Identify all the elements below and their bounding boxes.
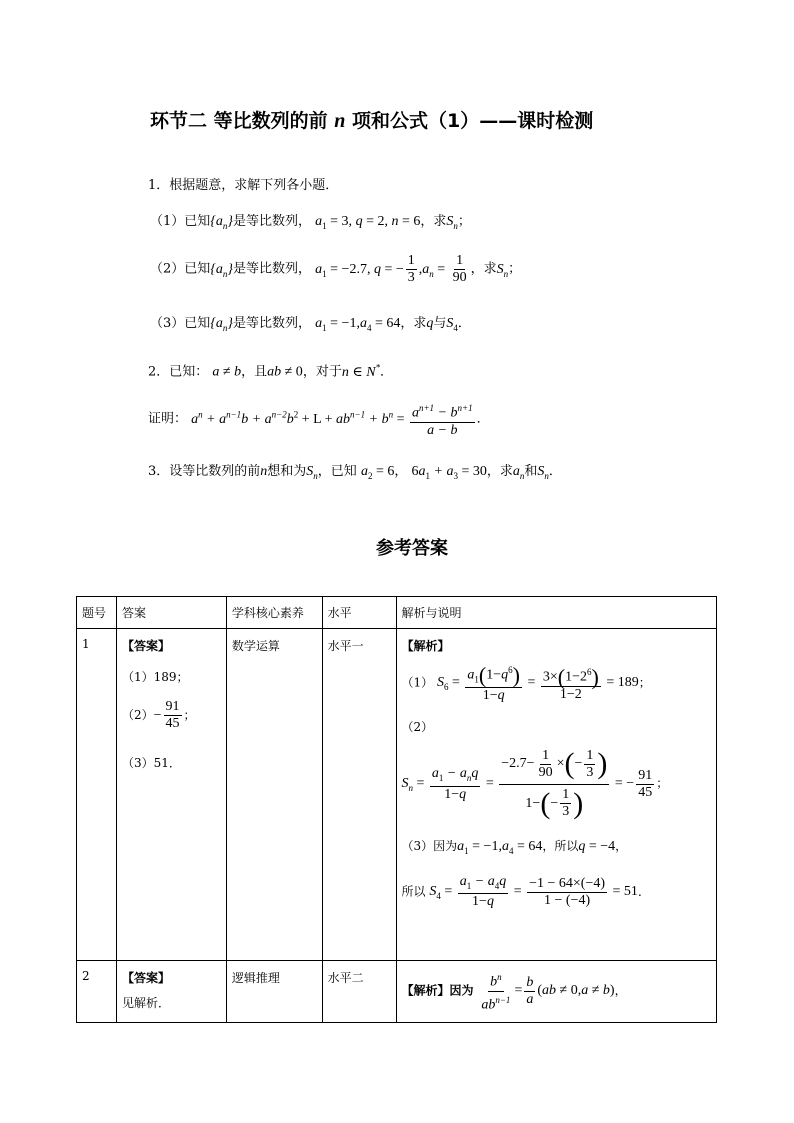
row1-answer-label: 【答案】 [121,639,170,653]
row1-number: 1 [77,629,117,961]
row1-answer-2-prefix: （2） [121,708,154,722]
question-1-2: （2）已知$\{a_n\}$是等比数列， $a_1 = -2.7$, q = − $\frac{1}{3}$ $,a_n$ = $\frac{1}{90}$ ，求$S_n$； [150,253,522,285]
question-1-intro: 1．根据题意，求解下列各小题． [148,178,339,193]
q1-3-prefix: （3）已知 [150,316,211,331]
q1-1-suffix: ，求 [420,214,447,229]
q1-3-q: q [426,316,434,331]
row2-skill: 逻辑推理 [226,961,322,1023]
row1-analysis [396,629,716,961]
answer-table [76,596,717,1023]
row1-analysis-4-label: 所以 [401,884,426,899]
q1-1-target: $S_n$ [446,214,458,231]
table-row [77,629,717,961]
q1-2-prefix: （2）已知 [150,261,211,277]
question-3: 3．设等比数列的前n想和为$S_n$，已知 $a_2 = 6$， $6a_1 + a_3 = 30$，求$a_n$和$S_n$． [148,464,562,481]
q3-cond: $a_2 = 6$ [360,464,395,481]
seq-an-3: $\{a_n\}$ [210,316,233,333]
row2-answer-text: 见解析． [121,996,170,1010]
q1-3-equation: $a_1 = -1,a_4 = 64$ [315,316,401,333]
header-answer: 答案 [116,597,226,629]
question-2-condition: 2．已知： a ≠ b，且ab ≠ 0，对于n ∈ N*． [148,362,394,380]
row2-answer [116,961,226,1023]
row2-analysis-label: 【解析】因为 [401,983,474,998]
seq-an-2: $\{a_n\}$ [210,261,233,279]
title-text: 环节二 等比数列的前 [150,110,328,132]
header-level: 水平 [322,597,396,629]
q1-2-target: $S_n$ [496,261,509,279]
title-variable: n [334,110,346,132]
header-number: 题号 [77,597,117,629]
row1-analysis-3b: ，所以 [542,838,579,853]
q3-sn: $S_n$ [306,464,318,481]
row1-analysis-2-label: （2） [401,720,434,735]
row1-answer-3: （3）51． [121,756,181,770]
q1-3-suffix: ，求 [400,316,427,331]
q1-1-equation: $a_1 = 3$, q = 2, n = 6 [315,214,421,231]
row1-formula-3b: q = −4 [578,838,616,854]
q1-2-equation: $a_1 = -2.7$, q = − $\frac{1}{3}$ $,a_n$ = $\frac{1}{90}$ [315,253,467,285]
q2-prove-label: 证明： [148,411,188,427]
row1-answer [116,629,226,961]
question-1-3: （3）已知$\{a_n\}$是等比数列， $a_1 = -1,a_4 = 64$，求q与$S_4$． [150,316,471,333]
row2-number: 2 [77,961,117,1023]
row1-answer-2-den: 45 [165,716,180,731]
q1-2-mid: 是等比数列， [233,261,312,277]
row1-answer-1: （1）189； [121,670,189,684]
row1-analysis-1-label: （1） [401,675,434,690]
q2-ineq: a ≠ b [212,364,242,380]
row1-formula-2: $S_n$ = $\frac{a_1 - a_nq}{1-q}$ = −2.7− $\frac{1}{90}$ ×(− $\frac{1}{3}$ ) 1−(− $\frac{1}{3}$ ) = − $\frac{91}{45}$ [401,747,653,820]
row1-answer-2-num: 91 [165,699,180,714]
q3-text4: ，求 [486,464,513,479]
row1-formula-1: $S_6$ = $\frac{a_1(1-q^6)}{1-q}$ = $\frac{3\times(1-2^6)}{1-2}$ = 189 [436,662,639,704]
q2-identity: $a^n + a^{n-1}b + a^{n-2}b^2 + L + ab^{n-1} + b^n$ = $\frac{a^{n+1} - b^{n+1}}{a - b}$ [191,412,476,427]
row1-answer-2: （2）− $\frac{91}{45}$ ； [121,699,196,731]
table-header-row [77,597,717,629]
row2-formula: $\frac{b^n}{ab^{n-1}}$ = $\frac{b}{a}$ (ab ≠ 0,a ≠ b) [477,983,614,998]
q2-domain: n ∈ N* [341,362,381,380]
question-2-proof: 证明： $a^n + a^{n-1}b + a^{n-2}b^2 + L + ab^{n-1} + b^n$ = $\frac{a^{n+1} - b^{n+1}}{a - b}$ ． [148,400,490,439]
q3-n: n [260,464,268,479]
q1-1-mid: 是等比数列， [233,214,312,229]
row1-analysis-4: 所以 $S_4$ = $\frac{a_1 - a_4q}{1-q}$ = $\frac{-1 - 64\times(-4)}{1 - (-4)}$ = 51． [401,873,650,910]
q2-ineq2: ab ≠ 0 [267,364,303,380]
row1-analysis-3-label: （3）因为 [401,838,458,853]
q3-text: 3．设等比数列的前 [148,464,261,479]
header-skill: 学科核心素养 [226,597,322,629]
header-analysis: 解析与说明 [396,597,716,629]
q2-cond: ，且 [241,364,268,380]
q1-3-mid: 是等比数列， [233,316,312,331]
q2-cond2: ，对于 [302,364,342,380]
row2-analysis: 【解析】因为 $\frac{b^n}{ab^{n-1}}$ = $\frac{b}{a}$ (ab ≠ 0,a ≠ b)， [396,961,716,1023]
page-title [150,106,593,133]
q2-intro: 2．已知： [148,364,209,380]
q3-cond2: $6a_1 + a_3 = 30$ [411,464,487,481]
q1-1-prefix: （1）已知 [150,214,211,229]
q3-text3: ，已知 [317,464,357,479]
q3-an: $a_n$ [512,464,525,481]
row1-analysis-3: （3）因为$a_1 = -1,a_4 = 64$，所以q = −4， [401,838,628,856]
row1-skill: 数学运算 [226,629,322,961]
row1-level: 水平一 [322,629,396,961]
row2-level: 水平二 [322,961,396,1023]
row1-analysis-label: 【解析】 [401,639,450,653]
question-1-1: （1）已知$\{a_n\}$是等比数列， $a_1 = 3$, q = 2, n = 6，求$S_n$； [150,214,471,231]
row1-formula-3: $a_1 = -1,a_4 = 64$ [457,838,543,856]
q1-3-and: 与 [433,316,447,331]
seq-an: $\{a_n\}$ [210,214,233,231]
q1-2-suffix: ，求 [470,261,497,277]
table-row [77,961,717,1023]
q3-target: $S_n$ [537,464,549,481]
row1-analysis-2: $S_n$ = $\frac{a_1 - a_nq}{1-q}$ = −2.7− $\frac{1}{90}$ ×(− $\frac{1}{3}$ ) 1−(− $\frac{1}{3}$ ) = − $\frac{91}{45}$ ； [401,747,669,820]
row1-analysis-1: （1） $S_6$ = $\frac{a_1(1-q^6)}{1-q}$ = $\frac{3\times(1-2^6)}{1-2}$ = 189； [401,662,651,704]
q1-3-target: $S_4$ [446,316,458,333]
row1-formula-4: $S_4$ = $\frac{a_1 - a_4q}{1-q}$ = $\frac{-1 - 64\times(-4)}{1 - (-4)}$ = 51 [429,873,638,910]
title-rest: 项和公式（1）——课时检测 [352,110,594,132]
q3-text2: 想和为 [267,464,307,479]
q3-text5: 和 [524,464,538,479]
row2-answer-label: 【答案】 [121,971,170,985]
answer-title: 参考答案 [376,538,448,559]
